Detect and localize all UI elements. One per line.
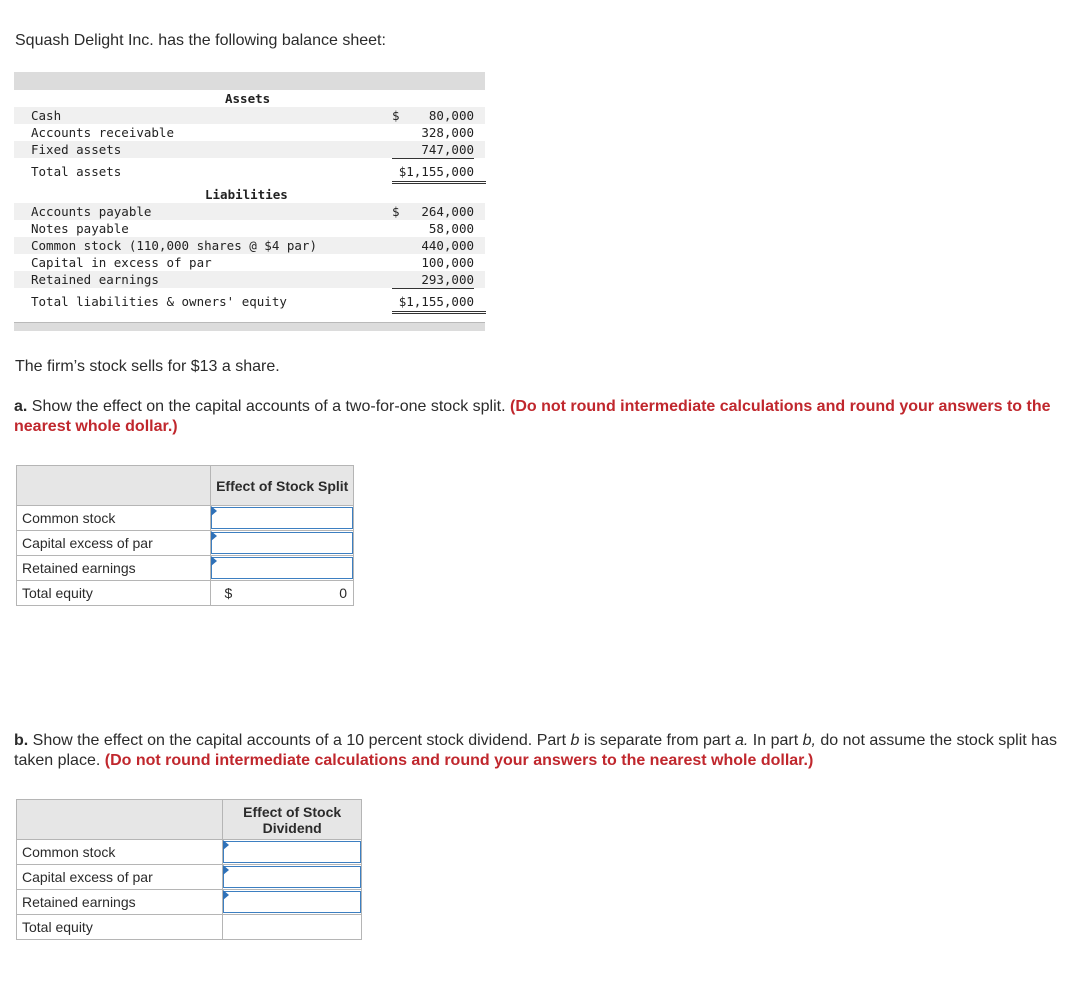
input-cell bbox=[211, 506, 354, 531]
asset-row bbox=[14, 141, 485, 158]
balance-sheet bbox=[14, 72, 485, 330]
double-underline bbox=[392, 311, 486, 314]
row-label: Common stock bbox=[17, 506, 211, 531]
row-label: Retained earnings bbox=[17, 890, 223, 915]
liability-row bbox=[14, 237, 485, 254]
part-b-instruction: (Do not round intermediate calculations and round your answers to the nearest whole dollar.) bbox=[104, 752, 814, 769]
part-a-table bbox=[16, 465, 354, 606]
asset-currency: $ bbox=[392, 108, 400, 123]
liability-value: 58,000 bbox=[428, 221, 474, 236]
total-assets-label: Total assets bbox=[31, 164, 122, 179]
liability-label: Notes payable bbox=[31, 221, 129, 236]
liability-value: 264,000 bbox=[421, 204, 474, 219]
split-retained-earnings-input[interactable] bbox=[211, 557, 353, 579]
double-underline bbox=[392, 181, 486, 184]
total-equity-value: 0 bbox=[339, 585, 347, 601]
total-liabilities-row bbox=[14, 293, 485, 310]
liability-currency: $ bbox=[392, 204, 400, 219]
underline bbox=[392, 158, 474, 159]
liabilities-header: Liabilities bbox=[205, 187, 288, 202]
liability-label: Retained earnings bbox=[31, 272, 159, 287]
part-a-prompt bbox=[14, 397, 1074, 437]
asset-row bbox=[14, 124, 485, 141]
total-liabilities-label: Total liabilities & owners' equity bbox=[31, 294, 287, 309]
dividend-common-stock-input[interactable] bbox=[223, 841, 361, 863]
dividend-capital-excess-input[interactable] bbox=[223, 866, 361, 888]
asset-row bbox=[14, 107, 485, 124]
part-b-text-2: is separate from part bbox=[579, 732, 736, 749]
assets-header: Assets bbox=[225, 91, 271, 106]
total-assets-value: $1,155,000 bbox=[398, 164, 474, 179]
part-b-lead: b. bbox=[14, 732, 29, 749]
part-a-text: Show the effect on the capital accounts of a two-for-one stock split. bbox=[27, 398, 510, 415]
dividend-retained-earnings-input[interactable] bbox=[223, 891, 361, 913]
part-b-text-4: do not assume the stock split has taken place. bbox=[14, 732, 1057, 769]
answer-flag-icon bbox=[223, 890, 229, 900]
row-label: Retained earnings bbox=[17, 556, 211, 581]
total-equity-cell bbox=[223, 915, 362, 940]
liability-label: Accounts payable bbox=[31, 204, 152, 219]
liability-label: Capital in excess of par bbox=[31, 255, 212, 270]
part-a-instruction: (Do not round intermediate calculations and round your answers to the nearest whole dollar.) bbox=[14, 398, 1051, 435]
liability-value: 293,000 bbox=[421, 272, 474, 287]
effect-of-stock-dividend-header: Effect of Stock Dividend bbox=[223, 800, 362, 840]
split-common-stock-input[interactable] bbox=[211, 507, 353, 529]
answer-flag-icon bbox=[211, 506, 217, 516]
intro-text: Squash Delight Inc. has the following balance sheet: bbox=[15, 32, 386, 49]
answer-flag-icon bbox=[211, 531, 217, 541]
part-b-text-3: In part bbox=[748, 732, 803, 749]
row-label: Capital excess of par bbox=[17, 531, 211, 556]
liability-label: Common stock (110,000 shares @ $4 par) bbox=[31, 238, 317, 253]
total-equity-cell bbox=[211, 581, 354, 606]
liability-value: 100,000 bbox=[421, 255, 474, 270]
liability-row bbox=[14, 220, 485, 237]
effect-of-stock-split-header: Effect of Stock Split bbox=[211, 466, 354, 506]
total-currency: $ bbox=[224, 585, 233, 601]
total-assets-row bbox=[14, 163, 485, 180]
asset-label: Cash bbox=[31, 108, 62, 123]
total-equity-label: Total equity bbox=[17, 915, 223, 940]
part-b-em-a: a. bbox=[735, 732, 749, 749]
liability-row bbox=[14, 254, 485, 271]
input-cell bbox=[223, 840, 362, 865]
part-b-table bbox=[16, 799, 362, 940]
part-b-text-1: Show the effect on the capital accounts of a 10 percent stock dividend. Part bbox=[28, 732, 571, 749]
row-label: Common stock bbox=[17, 840, 223, 865]
liability-row bbox=[14, 203, 485, 220]
asset-label: Fixed assets bbox=[31, 142, 122, 157]
input-cell bbox=[211, 531, 354, 556]
underline bbox=[392, 288, 474, 289]
balance-sheet-top-band bbox=[14, 72, 485, 90]
balance-sheet-bottom-band bbox=[14, 322, 485, 331]
asset-value: 328,000 bbox=[421, 125, 474, 140]
answer-flag-icon bbox=[211, 556, 217, 566]
part-b-prompt bbox=[14, 731, 1074, 771]
input-cell bbox=[223, 865, 362, 890]
input-cell bbox=[223, 890, 362, 915]
stock-price-text: The firm’s stock sells for $13 a share. bbox=[15, 358, 280, 375]
input-cell bbox=[211, 556, 354, 581]
total-equity-label: Total equity bbox=[17, 581, 211, 606]
liability-value: 440,000 bbox=[421, 238, 474, 253]
answer-flag-icon bbox=[223, 865, 229, 875]
part-a-lead: a. bbox=[14, 398, 28, 415]
liability-row bbox=[14, 271, 485, 288]
part-b-em-b: b bbox=[570, 732, 580, 749]
header-blank-cell bbox=[17, 466, 211, 506]
asset-label: Accounts receivable bbox=[31, 125, 174, 140]
header-blank-cell bbox=[17, 800, 223, 840]
part-b-em-b2: b, bbox=[802, 732, 816, 749]
asset-value: 747,000 bbox=[421, 142, 474, 157]
asset-value: 80,000 bbox=[428, 108, 474, 123]
answer-flag-icon bbox=[223, 840, 229, 850]
split-capital-excess-input[interactable] bbox=[211, 532, 353, 554]
total-liabilities-value: $1,155,000 bbox=[398, 294, 474, 309]
row-label: Capital excess of par bbox=[17, 865, 223, 890]
